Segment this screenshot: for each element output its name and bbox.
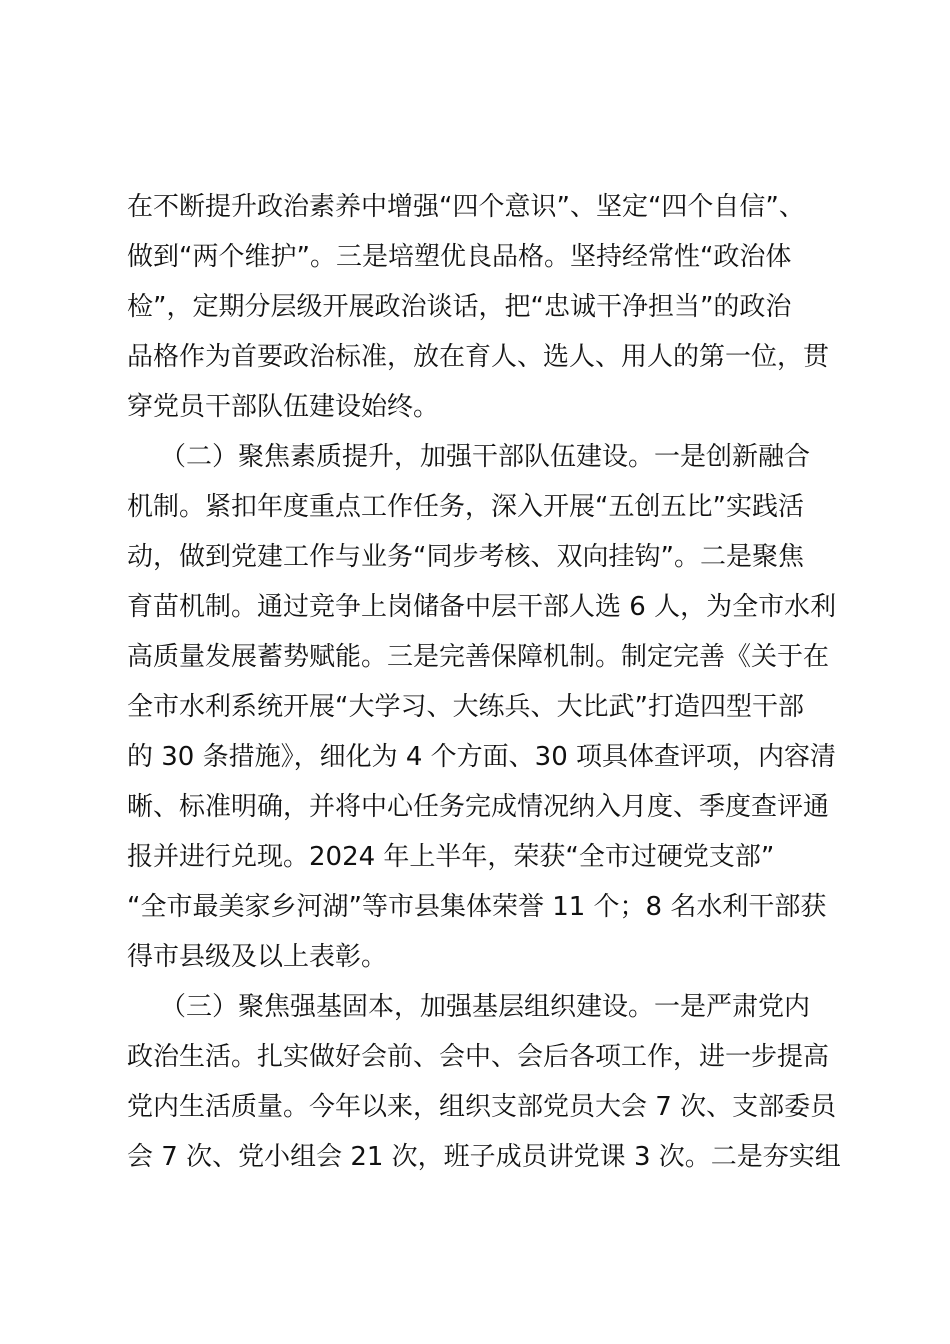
text-line: 穿党员干部队伍建设始终。 [127, 392, 440, 422]
text-line: 做到“两个维护”。三是培塑优良品格。坚持经常性“政治体 [127, 242, 792, 272]
text-line: 动，做到党建工作与业务“同步考核、双向挂钩”。二是聚焦 [127, 542, 804, 572]
text-line: 的 30 条措施》，细化为 4 个方面、30 项具体查评项，内容清 [127, 742, 837, 772]
text-line: 党内生活质量。今年以来，组织支部党员大会 7 次、支部委员 [127, 1092, 837, 1122]
text-line: 政治生活。扎实做好会前、会中、会后各项工作，进一步提高 [127, 1042, 830, 1072]
text-line: “全市最美家乡河湖”等市县集体荣誉 11 个；8 名水利干部获 [127, 892, 827, 922]
text-line: 在不断提升政治素养中增强“四个意识”、坚定“四个自信”、 [127, 192, 805, 222]
section-heading-line: （二）聚焦素质提升，加强干部队伍建设。一是创新融合 [127, 442, 811, 472]
text-line: 全市水利系统开展“大学习、大练兵、大比武”打造四型干部 [127, 692, 804, 722]
text-line: 高质量发展蓄势赋能。三是完善保障机制。制定完善《关于在 [127, 642, 830, 672]
text-line: 品格作为首要政治标准，放在育人、选人、用人的第一位，贯 [127, 342, 830, 372]
text-line: 得市县级及以上表彰。 [127, 942, 388, 972]
text-line: 报并进行兑现。2024 年上半年，荣获“全市过硬党支部” [127, 842, 775, 872]
section-heading-line: （三）聚焦强基固本，加强基层组织建设。一是严肃党内 [127, 992, 811, 1022]
text-line: 会 7 次、党小组会 21 次，班子成员讲党课 3 次。二是夯实组 [127, 1142, 841, 1172]
text-line: 晰、标准明确，并将中心任务完成情况纳入月度、季度查评通 [127, 792, 830, 822]
body-text [127, 182, 847, 1182]
text-line: 机制。紧扣年度重点工作任务，深入开展“五创五比”实践活 [127, 492, 804, 522]
text-line: 育苗机制。通过竞争上岗储备中层干部人选 6 人，为全市水利 [127, 592, 837, 622]
text-line: 检”，定期分层级开展政治谈话，把“忠诚干净担当”的政治 [127, 292, 792, 322]
